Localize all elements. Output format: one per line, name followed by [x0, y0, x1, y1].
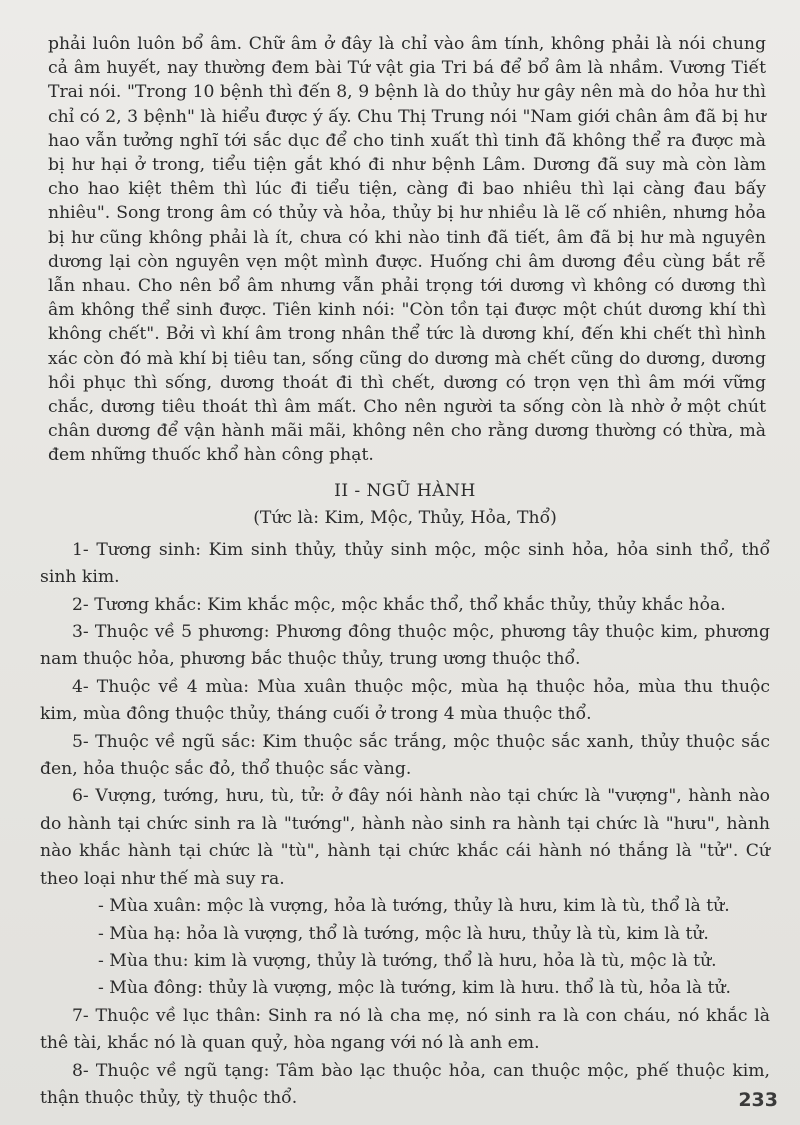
list-item-5: 5- Thuộc về ngũ sắc: Kim thuộc sắc trắng, mộc thuộc sắc xanh, thủy thuộc sắc đen, hỏa thuộc sắc đỏ, thổ thuộc sắc vàng. — [40, 731, 770, 780]
list-item-7: 7- Thuộc về lục thân: Sinh ra nó là cha mẹ, nó sinh ra là con cháu, nó khắc là thê tài, khắc nó là quan quỷ, hòa ngang với nó là anh em. — [40, 1005, 770, 1054]
list-item-3: 3- Thuộc về 5 phương: Phương đông thuộc mộc, phương tây thuộc kim, phương nam thuộc hỏa, phương bắc thuộc thủy, trung ương thuộc thổ. — [40, 622, 770, 670]
list-item-6: 6- Vượng, tướng, hưu, tù, tử: ở đây nói hành nào tại chức là "vượng", hành nào do hành tại chức sinh ra là "tướng", hành nào sinh ra hành tại chức là "hưu", hành nào khắc hành tại chức là "tù", hành tại chức khắc cái hành nó thắng là "tử". Cứ theo loại như thế mà suy ra. — [40, 786, 770, 889]
season-winter: - Mùa đông: thủy là vượng, mộc là tướng, kim là hưu. thổ là tù, hỏa là tử. — [98, 978, 732, 999]
section-subtitle: (Tức là: Kim, Mộc, Thủy, Hỏa, Thổ) — [253, 508, 557, 529]
season-spring: - Mùa xuân: mộc là vượng, hỏa là tướng, thủy là hưu, kim là tù, thổ là tử. — [98, 896, 730, 917]
section-ngu-hanh — [40, 478, 770, 1112]
intro-text-block — [48, 32, 766, 468]
list-item-8: 8- Thuộc về ngũ tạng: Tâm bào lạc thuộc hỏa, can thuộc mộc, phế thuộc kim, thận thuộc thủy, tỳ thuộc thổ. — [40, 1060, 770, 1108]
intro-paragraph: phải luôn luôn bổ âm. Chữ âm ở đây là chỉ vào âm tính, không phải là nói chung cả âm huyết, nay thường đem bài Tứ vật gia Tri bá để bổ âm là nhầm. Vương Tiết Trai nói. "Trong 10 bệnh thì đến 8, 9 bệnh là do thủy hư gây nên mà do hỏa hư thì chỉ có 2, 3 bệnh" là hiểu được ý ấy. Chu Thị Trung nói "Nam giới chân âm đã bị hư hao vẫn tưởng nghĩ tới sắc dục để cho tinh xuất thì tinh đã không thể ra được mà bị hư hại ở trong, tiểu tiện gắt khó đi như bệnh Lâm. Dương đã suy mà còn làm cho hao kiệt thêm thì lúc đi tiểu tiện, càng đi bao nhiêu thì lại càng đau bấy nhiêu". Song trong âm có thủy và hỏa, thủy bị hư nhiều là lẽ cố nhiên, nhưng hỏa bị hư cũng không phải là ít, chưa có khi nào tinh đã tiết, âm đã bị hư mà nguyên dương lại còn nguyên vẹn một mình được. Huống chi âm dương đều cùng bắt rễ lẫn nhau. Cho nên bổ âm nhưng vẫn phải trọng tới dương vì không có dương thì âm không thể sinh được. Tiên kinh nói: "Còn tồn tại được một chút dương khí thì không chết". Bởi vì khí âm trong nhân thể tức là dương khí, đến khi chết thì hình xác còn đó mà khí bị tiêu tan, sống cũng do dương mà chết cũng do dương, dương hồi phục thì sống, dương thoát đi thì chết, dương có trọn vẹn thì âm mới vững chắc, dương tiêu thoát thì âm mất. Cho nên người ta sống còn là nhờ ở một chút chân dương để vận hành mãi mãi, không nên cho rằng dương thường có thừa, mà đem những thuốc khổ hàn công phạt. — [48, 34, 766, 466]
list-item-4: 4- Thuộc về 4 mùa: Mùa xuân thuộc mộc, mùa hạ thuộc hỏa, mùa thu thuộc kim, mùa đông thuộc thủy, tháng cuối ở trong 4 mùa thuộc thổ. — [40, 676, 770, 725]
page-number: 233 — [738, 1089, 778, 1111]
season-autumn: - Mùa thu: kim là vượng, thủy là tướng, thổ là hưu, hỏa là tù, mộc là tử. — [98, 950, 717, 971]
section-title: II - NGŨ HÀNH — [334, 481, 476, 501]
list-item-2: 2- Tương khắc: Kim khắc mộc, mộc khắc thổ, thổ khắc thủy, thủy khắc hỏa. — [72, 594, 726, 615]
season-summer: - Mùa hạ: hỏa là vượng, thổ là tướng, mộc là hưu, thủy là tù, kim là tử. — [98, 923, 709, 944]
list-item-1: 1- Tương sinh: Kim sinh thủy, thủy sinh mộc, mộc sinh hỏa, hỏa sinh thổ, thổ sinh kim. — [40, 539, 770, 588]
